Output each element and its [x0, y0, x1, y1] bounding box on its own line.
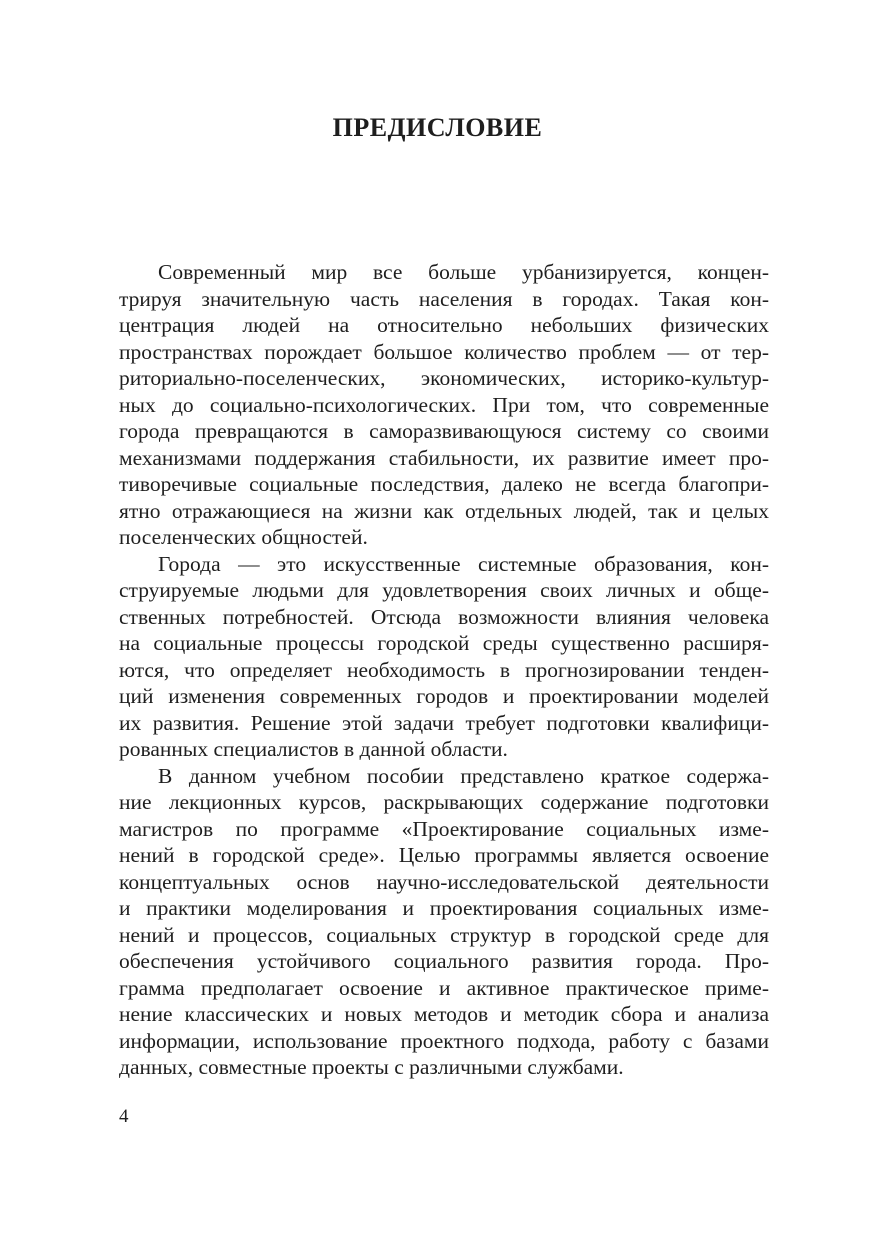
text-line: нений в городской среде». Целью программы является освоение	[119, 843, 769, 867]
text-line: ятно отражающиеся на жизни как отдельных людей, так и целых	[119, 498, 769, 523]
text-line: грамма предполагает освоение и активное практическое приме-	[119, 975, 769, 1000]
text-line: нение классических и новых методов и методик сбора и анализа	[119, 1002, 769, 1026]
text-line: концептуальных основ научно-исследовательской деятельности	[119, 869, 769, 894]
text-line: трируя значительную часть населения в городах. Такая кон-	[119, 286, 769, 311]
text-line: рованных специалистов в данной области.	[119, 737, 508, 761]
text-line: информации, использование проектного подхода, работу с базами	[119, 1028, 769, 1053]
page-number: 4	[119, 1106, 129, 1127]
text-line: данных, совместные проекты с различными службами.	[119, 1055, 624, 1079]
text-line: ций изменения современных городов и проектировании моделей	[119, 684, 769, 708]
text-line: струируемые людьми для удовлетворения своих личных и обще-	[119, 578, 769, 602]
text-line: ных до социально-психологических. При том, что современные	[119, 392, 769, 417]
text-line: центрация людей на относительно небольших физических	[119, 313, 769, 337]
text-line: их развития. Решение этой задачи требует подготовки квалифици-	[119, 710, 769, 735]
paragraph-2	[119, 551, 769, 763]
text-line: ние лекционных курсов, раскрывающих содержание подготовки	[119, 790, 769, 814]
text-line: механизмами поддержания стабильности, их развитие имеет про-	[119, 445, 769, 470]
page-title: ПРЕДИСЛОВИЕ	[332, 113, 543, 142]
paragraph-3	[119, 763, 769, 1081]
text-line: Современный мир все больше урбанизируется, концен-	[158, 260, 769, 284]
text-line: обеспечения устойчивого социального развития города. Про-	[119, 949, 769, 973]
text-line: на социальные процессы городской среды существенно расширя-	[119, 631, 769, 655]
paragraph-1	[119, 259, 769, 551]
text-line: ются, что определяет необходимость в прогнозировании тенден-	[119, 657, 769, 682]
text-line: магистров по программе «Проектирование социальных изме-	[119, 816, 769, 841]
text-line: риториально-поселенческих, экономических, историко-культур-	[119, 366, 769, 390]
text-line: ственных потребностей. Отсюда возможности влияния человека	[119, 604, 769, 629]
text-line: Города — это искусственные системные образования, кон-	[158, 551, 769, 576]
text-line: тиворечивые социальные последствия, далеко не всегда благопри-	[119, 472, 769, 496]
text-line: В данном учебном пособии представлено краткое содержа-	[158, 763, 769, 788]
text-line: города превращаются в саморазвивающуюся систему со своими	[119, 419, 769, 443]
text-line: нений и процессов, социальных структур в городской среде для	[119, 922, 769, 947]
text-line: пространствах порождает большое количество проблем — от тер-	[119, 339, 769, 364]
text-line: поселенческих общностей.	[119, 525, 368, 549]
text-line: и практики моделирования и проектирования социальных изме-	[119, 896, 769, 920]
body-text	[119, 259, 769, 1081]
